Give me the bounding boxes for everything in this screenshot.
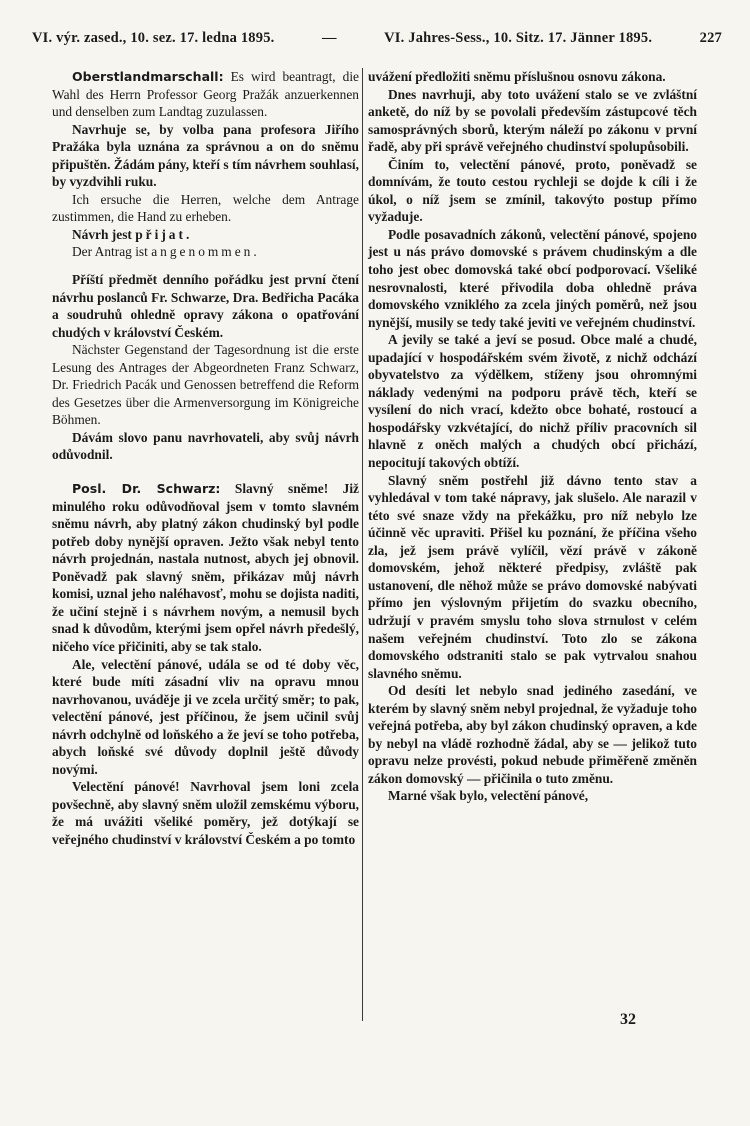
spaced-emphasis: angenommen. — [151, 244, 260, 260]
paragraph — [368, 787, 697, 805]
paragraph — [52, 429, 359, 464]
paragraph — [368, 226, 697, 331]
paragraph-gap — [52, 261, 359, 271]
paragraph — [52, 121, 359, 191]
header-german: VI. Jahres-Sess., 10. Sitz. 17. Jänner 1895. — [384, 30, 653, 46]
paragraph-text: Slavný sněm postřehl již dávno tento stav a vyhledával v tom také nápravy, jak slušelo. Ale narazil v této své snaze vždy na překážku, pro níž nebylo lze účinně věc upraviti. Přišel ku poznání, že příčina všeho zla, jež jsem právě vylíčil, vězí právě v zákoně domovském, jehož některé předpisy, zvláště pak ustanovení, dle něhož může se právo domovské nabývati přímo jen výslovným přijetím do svazku obecního, udržují v pravém smyslu toho slova strnulost v celém našem veřejném chudinství. Toto zlo se zákona domovského odstraniti stalo se pak vytrvalou snahou slavného sněmu. — [368, 472, 697, 681]
paragraph — [52, 226, 359, 244]
paragraph-text: Marné však bylo, velectění pánové, — [388, 788, 589, 804]
paragraph-text: A jevily se také a jeví se posud. Obce malé a chudé, upadající v hospodářském svém životě, z nichž odchází obyvatelstvo za výdělkem, stíženy jsou ohromnými náklady vedenými na podporu právě těch, kteří se vysílení do nich vrací, kdežto obce bohaté, rostoucí a hospodářsky vzkvétající, do nichž příliv pracovních sil hlavně z oněch malých a chudých obcí přichází, nepocitují takových obtíží. — [368, 332, 697, 471]
paragraph — [52, 341, 359, 429]
paragraph — [368, 156, 697, 226]
paragraph — [368, 86, 697, 156]
paragraph-text: Der Antrag ist — [72, 244, 152, 260]
paragraph-text: Návrh jest — [72, 226, 136, 242]
paragraph-text: Dávám slovo panu navrhovateli, aby svůj návrh odůvodnil. — [52, 429, 359, 463]
paragraph-text: Navrhuje se, by volba pana profesora Jiřího Pražáka byla uznána za správnou a on do sněmu připuštěn. Žádám pány, kteří s tím návrhem souhlasí, by vyzdvihli ruku. — [52, 121, 359, 190]
header-dash: — — [321, 30, 337, 46]
paragraph-text: Od desíti let nebylo snad jediného zasedání, ve kterém by slavný sněm nebyl projednal, že vyžaduje toho veřejná potřeba, aby byl zákon chudinský opraven, a kde by nebyl na vládě rozhodně žádal, aby se — jelikož tuto opravu nelze provésti, pokud nebude přiměřeně změněn zákon domovský — přičinila o tuto změnu. — [368, 683, 697, 786]
spaced-emphasis: přijat. — [135, 226, 193, 242]
column-divider — [362, 68, 363, 1021]
paragraph-text: Es wird beantragt, die Wahl des Herrn Professor Georg Pražák anzuerkennen und denselben zum Landtag zuzulassen. — [52, 69, 359, 120]
paragraph — [52, 68, 359, 121]
paragraph-text: Velectění pánové! Navrhoval jsem loni zcela povšechně, aby slavný sněm uložil zemskému výboru, že má uvážiti všeliké poměry, jež dotýkají se veřejného chudinství v království Českém a po tomto — [52, 779, 359, 847]
header-czech: VI. výr. zased., 10. sez. 17. ledna 1895. — [32, 30, 275, 46]
paragraph-text: Ich ersuche die Herren, welche dem Antrage zustimmen, die Hand zu erheben. — [52, 191, 359, 225]
left-column — [52, 68, 359, 849]
paragraph — [368, 472, 697, 683]
paragraph — [52, 271, 359, 341]
paragraph — [52, 656, 359, 779]
paragraph — [368, 331, 697, 471]
paragraph — [52, 778, 359, 848]
speaker-label: Posl. Dr. Schwarz: — [72, 481, 221, 497]
paragraph-gap — [52, 464, 359, 480]
header-page-number: 227 — [699, 30, 722, 46]
speaker-label: Oberstlandmarschall: — [72, 69, 224, 84]
paragraph-text: Slavný sněme! Již minulého roku odůvodňoval jsem v tomto slavném sněmu návrh, aby platný zákon chudinský byl podle potřeb doby nynější opraven. Ježto však nebyl tento návrh projednán, nastala nutnost, abych jej obnovil. Poněvadž pak slavný sněm, přikázav můj návrh komisi, uznal jeho naléhavosť, mohu se dojista naditi, že učiní stejně i s návrhem novým, a nemusil bych snad k důvodům, kterými jsem opřel návrh předešlý, ničeho více přičiniti, aby se tak stalo. — [52, 481, 360, 654]
paragraph-text: Činím to, velectění pánové, proto, poněvadž se domnívám, že touto cestou rychleji se dojde k cíli i že úkol, o níž jsem se zmínil, takovýto postup přímo vyžaduje. — [368, 156, 697, 225]
paragraph — [52, 480, 359, 655]
paragraph-text: uvážení předložiti sněmu příslušnou osnovu zákona. — [368, 69, 666, 84]
paragraph-text: Příští předmět denního pořádku jest první čtení návrhu poslanců Fr. Schwarze, Dra. Bedřicha Pacáka a soudruhů ohledně opravy zákona o opatřování chudých v království Českém. — [52, 272, 359, 340]
paragraph-text: Ale, velectění pánové, udála se od té doby věc, které bude míti zásadní vliv na opravu mnou navrhovanou, uváděje ji ve zcela určitý směr; to pak, velectění pánové, jest příčinou, že jsem učinil svůj návrh odchylně od loňského a že jeví se toho potřeba, abych loňské své důvody doplnil ještě důvody novými. — [52, 656, 359, 777]
paragraph — [368, 682, 697, 787]
paragraph-text: Podle posavadních zákonů, velectění pánové, spojeno jest u nás právo domovské s právem chudinským a dle toho jest obec domovská také obcí podporovací. Všeliké nesrovnalosti, které přivodila doba ohledně práva domovského vzniklého za zcela jiných poměrů, než jsou nynější, musily se tedy také jeviti ve veřejném chudinství. — [368, 226, 697, 330]
paragraph-text: Dnes navrhuji, aby toto uvážení stalo se ve zvláštní anketě, do níž by se povolali především zástupcové těch samosprávných sborů, kterým náleží po zákonu v první řadě, aby při správě veřejného chudinství spolupůsobili. — [368, 86, 697, 155]
folio-number: 32 — [620, 1011, 636, 1028]
paragraph — [52, 191, 359, 226]
paragraph — [368, 68, 697, 86]
paragraph-text: Nächster Gegenstand der Tagesordnung ist die erste Lesung des Antrages der Abgeordneten Franz Schwarz, Dr. Friedrich Pacák und Genossen betreffend die Reform des Gesetzes über die Armenversorgung im Königreiche Böhmen. — [52, 342, 359, 428]
right-column — [368, 68, 697, 805]
running-header — [32, 30, 722, 47]
paragraph — [52, 243, 359, 261]
